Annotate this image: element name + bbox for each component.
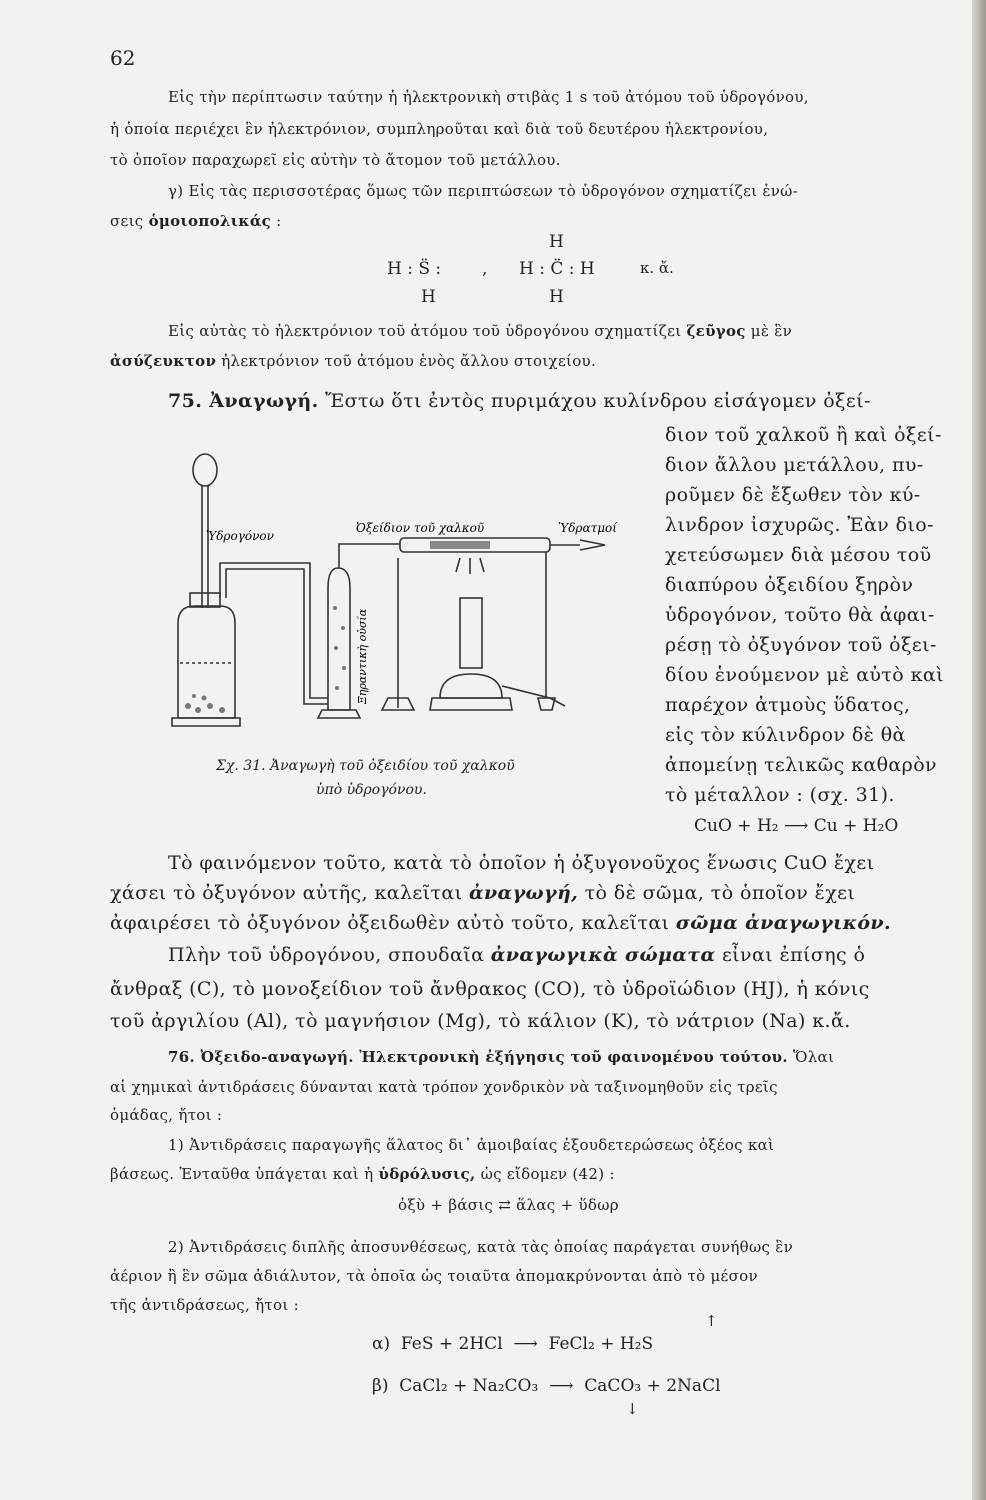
after-line-1: Τὸ φαινόμενον τοῦτο, κατὰ τὸ ὁποῖον ἡ ὀξυγονοῦχος ἕνωσις CuO ἔχει (168, 852, 875, 874)
intro-line-1: Εἰς τὴν περίπτωσιν ταύτην ἡ ἠλεκτρονικὴ στιβὰς 1 s τοῦ ἀτόμου τοῦ ὑδρογόνου, (168, 88, 809, 106)
lewis-h2s: H : S̈ : (387, 259, 442, 279)
sec75-line: λινδρον ἰσχυρῶς. Ἐὰν διο- (665, 514, 934, 536)
gas-hose (502, 686, 550, 698)
term-homopolar: ὁμοιοπολικάς (148, 212, 272, 230)
sec75-line: ροῦμεν δὲ ἔξωθεν τὸν κύ- (665, 484, 921, 506)
intro-line-3: τὸ ὁποῖον παραχωρεῖ εἰς αὐτὴν τὸ ἄτομον τοῦ μετάλλου. (110, 151, 561, 169)
after-line-2: χάσει τὸ ὀξυγόνον αὐτῆς, καλεῖται ἀναγωγή, τὸ δὲ σῶμα, τὸ ὁποῖον ἔχει (110, 882, 856, 904)
flame (456, 558, 484, 574)
sec75-line: διαπύρου ὀξειδίου ξηρὸν (665, 574, 914, 596)
lewis-etc: κ. ἄ. (640, 259, 674, 277)
sec75-line: δίου ἑνούμενον μὲ αὐτὸ καὶ (665, 664, 944, 686)
point2-line-3: τῆς ἀντιδράσεως, ἤτοι : (110, 1296, 299, 1314)
reaction-b: β) CaCl₂ + Na₂CO₃ ⟶ CaCO₃ + 2NaCl (372, 1376, 721, 1396)
figure-label-hydrogen: Ὑδρογόνον (206, 529, 274, 543)
sec75-first-line: 75. Ἀναγωγή. Ἔστω ὅτι ἐντὸς πυριμάχου κυλίνδρου εἰσάγομεν ὀξεί- (168, 390, 871, 412)
lewis-bottom-h1: H (421, 287, 436, 307)
after-line-3: ἀφαιρέσει τὸ ὀξυγόνον ὀξειδωθὲν αὐτὸ τοῦτο, καλεῖται σῶμα ἀναγωγικόν. (110, 912, 892, 934)
point1-line-2: βάσεως. Ἐνταῦθα ὑπάγεται καὶ ἡ ὑδρόλυσις, ὡς εἴδομεν (42) : (110, 1165, 615, 1183)
reaction-a: α) FeS + 2HCl ⟶ FeCl₂ + H₂S (372, 1334, 654, 1354)
term-reducing-body: σῶμα ἀναγωγικόν. (675, 912, 892, 934)
drying-tower (328, 568, 350, 710)
sec75-line: εἰς τὸν κύλινδρον δὲ θὰ (665, 724, 906, 746)
flask-contents (185, 541, 490, 713)
sec76-line-3: ὁμάδας, ἤτοι : (110, 1106, 223, 1124)
point2-line-1: 2) Ἀντιδράσεις διπλῆς ἀποσυνθέσεως, κατὰ τὰς ὁποίας παράγεται συνήθως ἓν (168, 1238, 794, 1256)
sec75-heading: 75. Ἀναγωγή. (168, 390, 319, 412)
gamma-line-1: γ) Εἰς τὰς περισσοτέρας ὅμως τῶν περιπτώσεων τὸ ὑδρογόνον σχηματίζει ἑνώ- (168, 182, 799, 200)
kipp-flask (178, 606, 235, 718)
term-reduction: ἀναγωγή, (468, 882, 579, 904)
lewis-comma: , (482, 259, 488, 279)
sec75-line: παρέχον ἀτμοὺς ὕδατος, (665, 694, 911, 716)
intro-line-2: ἡ ὁποία περιέχει ἓν ἠλεκτρόνιον, συμπληροῦται καὶ διὰ τοῦ δευτέρου ἠλεκτρονίου, (110, 120, 769, 138)
sec75-line: χετεύσωμεν διὰ μέσου τοῦ (665, 544, 932, 566)
burner (460, 598, 482, 668)
sec75-line: ὑδρογόνον, τοῦτο θὰ ἀφαι- (665, 604, 935, 626)
pair-line-1: Εἰς αὐτὰς τὸ ἠλεκτρόνιον τοῦ ἀτόμου τοῦ ὑδρογόνου σχηματίζει ζεῦγος μὲ ἓν (168, 322, 793, 340)
term-pair: ζεῦγος (686, 322, 746, 340)
sec75-line: ἀπομείνῃ τελικῶς καθαρὸν (665, 754, 938, 776)
sec76-line-2: αἱ χημικαὶ ἀντιδράσεις δύνανται κατὰ τρόπον χονδρικὸν νὰ ταξινομηθοῦν εἰς τρεῖς (110, 1078, 778, 1096)
sec76-heading: 76. Ὀξειδο-αναγωγή. Ἠλεκτρονικὴ ἐξήγησις τοῦ φαινομένου τούτου. (168, 1048, 788, 1066)
after-line-5: ἄνθραξ (C), τὸ μονοξείδιον τοῦ ἄνθρακος (CO), τὸ ὑδροϊώδιον (HJ), ἡ κόνις (110, 978, 870, 1000)
flask-neck (190, 593, 220, 607)
gamma-line-2: σεις ὁμοιοπολικάς : (110, 212, 282, 230)
lewis-top-h: H (549, 232, 564, 252)
gas-tube (220, 563, 328, 698)
sec75-line: διον ἄλλου μετάλλου, πυ- (665, 454, 924, 476)
figure-caption-2: ὑπὸ ὑδρογόνου. (316, 782, 427, 798)
connector-tube (339, 544, 400, 560)
sec75-line: τὸ μέταλλον : (σχ. 31). (665, 784, 895, 806)
sec75-line: διον τοῦ χαλκοῦ ἢ καὶ ὀξεί- (665, 424, 942, 446)
term-unpaired: ἀσύζευκτον (110, 352, 217, 370)
figure-caption-1: Σχ. 31. Ἀναγωγὴ τοῦ ὀξειδίου τοῦ χαλκοῦ (216, 758, 515, 774)
figure-label-vapor: Ὑδρατμοί (558, 521, 617, 535)
apparatus-figure (160, 448, 640, 748)
point2-line-2: ἀέριον ἢ ἓν σῶμα ἀδιάλυτον, τὰ ὁποῖα ὡς τοιαῦτα ἀπομακρύνονται ἀπὸ τὸ μέσον (110, 1267, 758, 1285)
sec76-heading-line: 76. Ὀξειδο-αναγωγή. Ἠλεκτρονικὴ ἐξήγησις τοῦ φαινομένου τούτου. Ὅλαι (168, 1048, 835, 1066)
sec75-line: ρέσῃ τὸ ὀξυγόνον τοῦ ὀξει- (665, 634, 937, 656)
pair-line-2: ἀσύζευκτον ἠλεκτρόνιον τοῦ ἀτόμου ἑνὸς ἄλλου στοιχείου. (110, 352, 597, 370)
after-line-4: Πλὴν τοῦ ὑδρογόνου, σπουδαῖα ἀναγωγικὰ σώματα εἶναι ἐπίσης ὁ (168, 944, 866, 966)
term-hydrolysis: ὑδρόλυσις, (378, 1165, 476, 1183)
figure-label-drier: Ξηραντικὴ οὐσία (356, 608, 369, 704)
equation-neutralization: ὀξὺ + βάσις ⇄ ἅλας + ὕδωρ (398, 1196, 619, 1214)
funnel-bulb (193, 454, 217, 486)
precipitate-down-arrow: ↓ (626, 1400, 639, 1418)
page-edge (972, 0, 986, 1500)
lewis-ch4: H : C̈ : H (519, 259, 595, 279)
term-reducing-bodies: ἀναγωγικὰ σώματα (490, 944, 716, 966)
figure-label-cuo: Ὀξείδιον τοῦ χαλκοῦ (356, 521, 485, 535)
gas-up-arrow: ↑ (705, 1312, 718, 1330)
page-number: 62 (110, 46, 136, 70)
reaction-cuo: CuO + H₂ ⟶ Cu + H₂O (694, 816, 899, 836)
after-line-6: τοῦ ἀργιλίου (Al), τὸ μαγνήσιον (Mg), τὸ κάλιον (K), τὸ νάτριον (Na) κ.ἄ. (110, 1010, 851, 1032)
point1-line-1: 1) Ἀντιδράσεις παραγωγῆς ἅλατος δι᾿ ἀμοιβαίας ἐξουδετερώσεως ὀξέος καὶ (168, 1136, 775, 1154)
lewis-bottom-h2: H (549, 287, 564, 307)
